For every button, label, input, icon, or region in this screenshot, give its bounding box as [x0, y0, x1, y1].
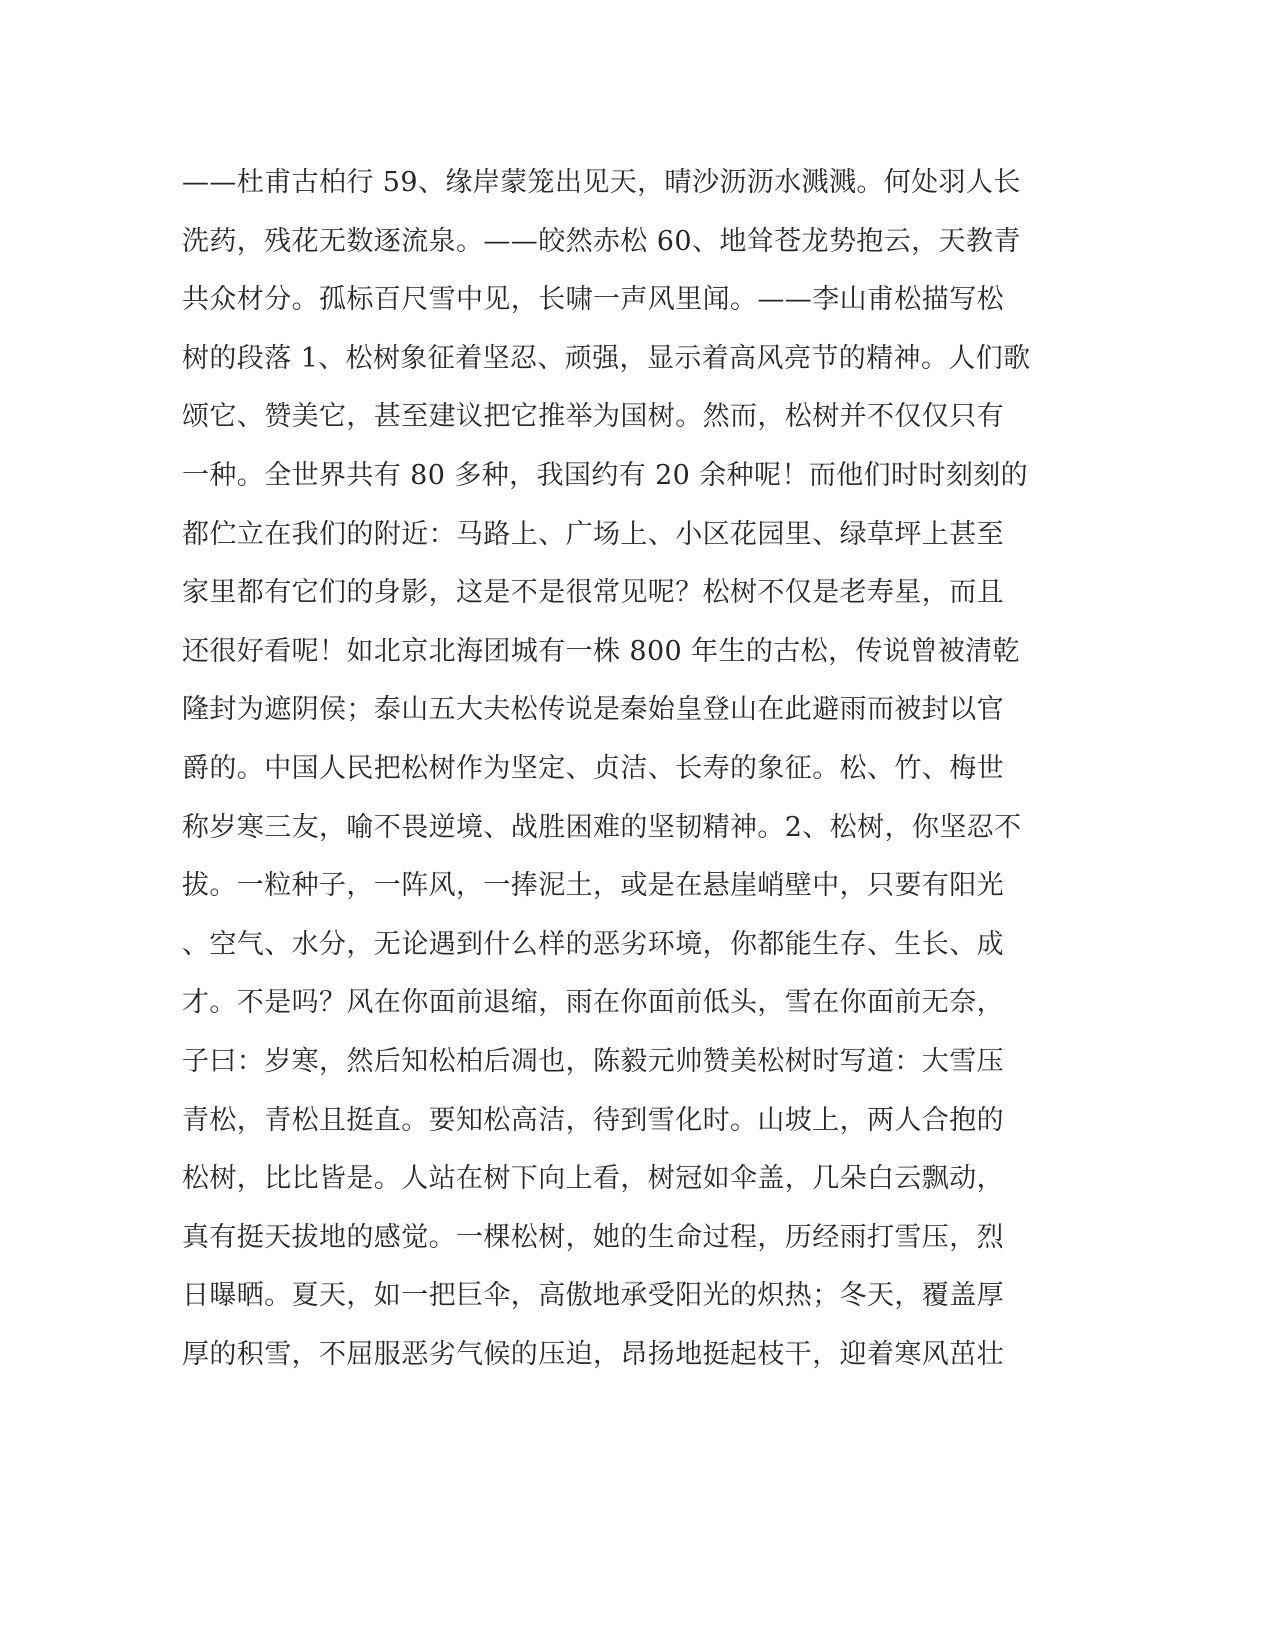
text-line: 隆封为遮阴侯；泰山五大夫松传说是秦始皇登山在此避雨而被封以官 — [182, 694, 1004, 726]
text-line: 青松，青松且挺直。要知松高洁，待到雪化时。山坡上，两人合抱的 — [182, 1104, 1004, 1136]
text-line: 家里都有它们的身影，这是不是很常见呢？松树不仅是老寿星，而且 — [182, 577, 1004, 609]
text-line: 、空气、水分，无论遇到什么样的恶劣环境，你都能生存、生长、成 — [182, 928, 1004, 960]
text-line: 爵的。中国人民把松树作为坚定、贞洁、长寿的象征。松、竹、梅世 — [182, 752, 1004, 784]
text-line: 一种。全世界共有 80 多种，我国约有 20 余种呢！而他们时时刻刻的 — [182, 459, 1029, 491]
text-line: ——杜甫古柏行 59、缘岸蒙笼出见天，晴沙沥沥水溅溅。何处羽人长 — [182, 167, 1021, 198]
text-line: 真有挺天拔地的感觉。一棵松树，她的生命过程，历经雨打雪压，烈 — [182, 1221, 1004, 1253]
text-line: 颂它、赞美它，甚至建议把它推举为国树。然而，松树并不仅仅只有 — [182, 401, 1004, 433]
text-line: 子曰：岁寒，然后知松柏后凋也，陈毅元帅赞美松树时写道：大雪压 — [182, 1045, 1004, 1077]
text-line: 日曝晒。夏天，如一把巨伞，高傲地承受阳光的炽热；冬天，覆盖厚 — [182, 1280, 1004, 1312]
text-line: 都伫立在我们的附近：马路上、广场上、小区花园里、绿草坪上甚至 — [182, 518, 1004, 550]
text-line: 洗药，残花无数逐流泉。——皎然赤松 60、地耸苍龙势抱云，天教青 — [182, 225, 1021, 257]
text-line: 称岁寒三友，喻不畏逆境、战胜困难的坚韧精神。2、松树，你坚忍不 — [182, 811, 1022, 843]
text-line: 才。不是吗？风在你面前退缩，雨在你面前低头，雪在你面前无奈， — [182, 987, 1004, 1019]
text-line: 拔。一粒种子，一阵风，一捧泥土，或是在悬崖峭壁中，只要有阳光 — [182, 870, 1004, 902]
text-line: 厚的积雪，不屈服恶劣气候的压迫，昂扬地挺起枝干，迎着寒风茁壮 — [182, 1338, 1004, 1370]
text-line: 松树，比比皆是。人站在树下向上看，树冠如伞盖，几朵白云飘动， — [182, 1163, 1004, 1195]
text-line: 还很好看呢！如北京北海团城有一株 800 年生的古松，传说曾被清乾 — [182, 635, 1020, 667]
body-text — [182, 160, 1062, 1390]
text-line: 树的段落 1、松树象征着坚忍、顽强，显示着高风亮节的精神。人们歌 — [182, 342, 1031, 374]
text-line: 共众材分。孤标百尺雪中见，长啸一声风里闻。——李山甫松描写松 — [182, 284, 1004, 316]
